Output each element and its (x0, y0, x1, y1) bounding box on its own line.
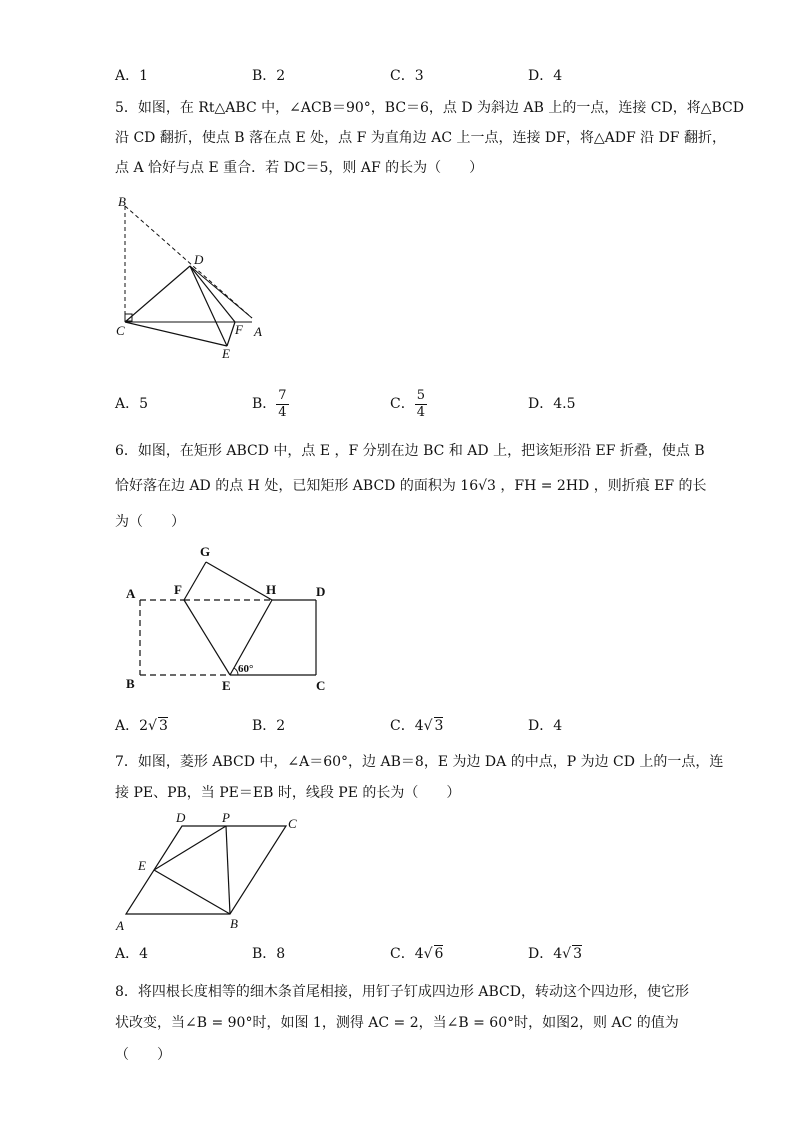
q6-label-b: B (126, 676, 135, 691)
q7-option-a: A．4 (115, 946, 149, 962)
q7-label-b: B (230, 916, 238, 931)
q7-option-b: B．8 (252, 946, 286, 962)
q7-label-p: P (222, 810, 230, 825)
q6-label-a: A (126, 586, 136, 601)
q4-option-c: C．3 (390, 68, 424, 84)
q7-figure (110, 808, 310, 934)
q6-option-c-prefix: C．4 (390, 718, 424, 734)
q5-option-a: A．5 (115, 396, 149, 412)
q7-label-c: C (288, 816, 297, 831)
q5-option-b (252, 382, 289, 426)
q6-label-d: D (316, 584, 326, 599)
q7-option-c-prefix: C．4 (390, 946, 424, 962)
q6-label-f: F (174, 582, 182, 597)
q6-text-line2: 恰好落在边 AD 的点 H 处，已知矩形 ABCD 的面积为 16√3 ，FH = 2HD ，则折痕 EF 的长 (115, 478, 707, 494)
q6-label-g: G (200, 544, 211, 559)
q5-option-c-den: 4 (416, 404, 425, 420)
q4-option-a: A．1 (115, 68, 149, 84)
q7-option-d-prefix: D．4 (528, 946, 563, 962)
q5-option-b-den: 4 (278, 404, 287, 420)
q8-text-line2: 状改变，当∠B = 90°时，如图 1，测得 AC = 2，当∠B = 60°时，如图2，则 AC 的值为 (115, 1015, 679, 1031)
q5-option-c-num: 5 (416, 387, 425, 403)
q5-text-line2: 沿 CD 翻折，使点 B 落在点 E 处，点 F 为直角边 AC 上一点，连接 DF，将△ADF 沿 DF 翻折， (115, 130, 726, 146)
q7-option-d-rad: 3 (573, 946, 582, 962)
q5-label-a: A (254, 324, 262, 339)
q7-option-d: D．4√ 3 (528, 946, 582, 962)
q8-text-line3: （ ） (115, 1047, 171, 1063)
q6-figure (120, 540, 340, 700)
q5-text-line3: 点 A 恰好与点 E 重合．若 DC＝5，则 AF 的长为（ ） (115, 160, 484, 176)
q7-option-c-rad: 6 (434, 946, 444, 962)
q7-label-d: D (176, 810, 186, 825)
q6-text-line1: 6．如图，在矩形 ABCD 中，点 E ，F 分别在边 BC 和 AD 上，把该矩形沿 EF 折叠，使点 B (115, 443, 705, 459)
q5-figure (100, 190, 280, 365)
q5-label-e: E (222, 346, 230, 361)
q5-label-d: D (194, 252, 204, 267)
q5-text-line1: 5．如图，在 Rt△ABC 中，∠ACB＝90°，BC＝6，点 D 为斜边 AB 上的一点，连接 CD，将△BCD (115, 100, 744, 116)
q6-label-e: E (222, 678, 231, 693)
q5-option-c-prefix: C． (390, 396, 415, 412)
q5-option-b-num: 7 (278, 387, 287, 403)
q7-label-e: E (138, 858, 146, 873)
q5-option-d: D．4.5 (528, 396, 576, 412)
q6-option-d: D．4 (528, 718, 563, 734)
q6-text-line3: 为（ ） (115, 514, 185, 530)
q6-option-a: A．2√ 3 (115, 718, 168, 734)
q4-option-b: B．2 (252, 68, 286, 84)
q6-option-c-rad: 3 (434, 718, 444, 734)
q6-option-a-rad: 3 (158, 718, 168, 734)
q6-option-c: C．4√ 3 (390, 718, 444, 734)
q4-option-d: D．4 (528, 68, 563, 84)
q7-text-line2: 接 PE、PB，当 PE＝EB 时，线段 PE 的长为（ ） (115, 785, 461, 801)
q5-label-c: C (116, 323, 125, 338)
q6-angle-label: 60° (238, 663, 254, 675)
q5-label-f: F (235, 322, 243, 337)
q5-label-b: B (118, 194, 126, 209)
q8-text-line1: 8．将四根长度相等的细木条首尾相接，用钉子钉成四边形 ABCD，转动这个四边形，使它形 (115, 984, 689, 1000)
q7-text-line1: 7．如图，菱形 ABCD 中，∠A＝60°，边 AB＝8，E 为边 DA 的中点，P 为边 CD 上的一点，连 (115, 754, 724, 770)
q5-option-b-prefix: B． (252, 396, 277, 412)
q6-option-a-prefix: A．2 (115, 718, 149, 734)
q6-label-h: H (266, 582, 277, 597)
q5-option-c (390, 382, 427, 426)
q7-option-c: C．4√ 6 (390, 946, 444, 962)
q7-label-a: A (116, 918, 124, 933)
q6-option-b: B．2 (252, 718, 286, 734)
q6-label-c: C (316, 678, 326, 693)
